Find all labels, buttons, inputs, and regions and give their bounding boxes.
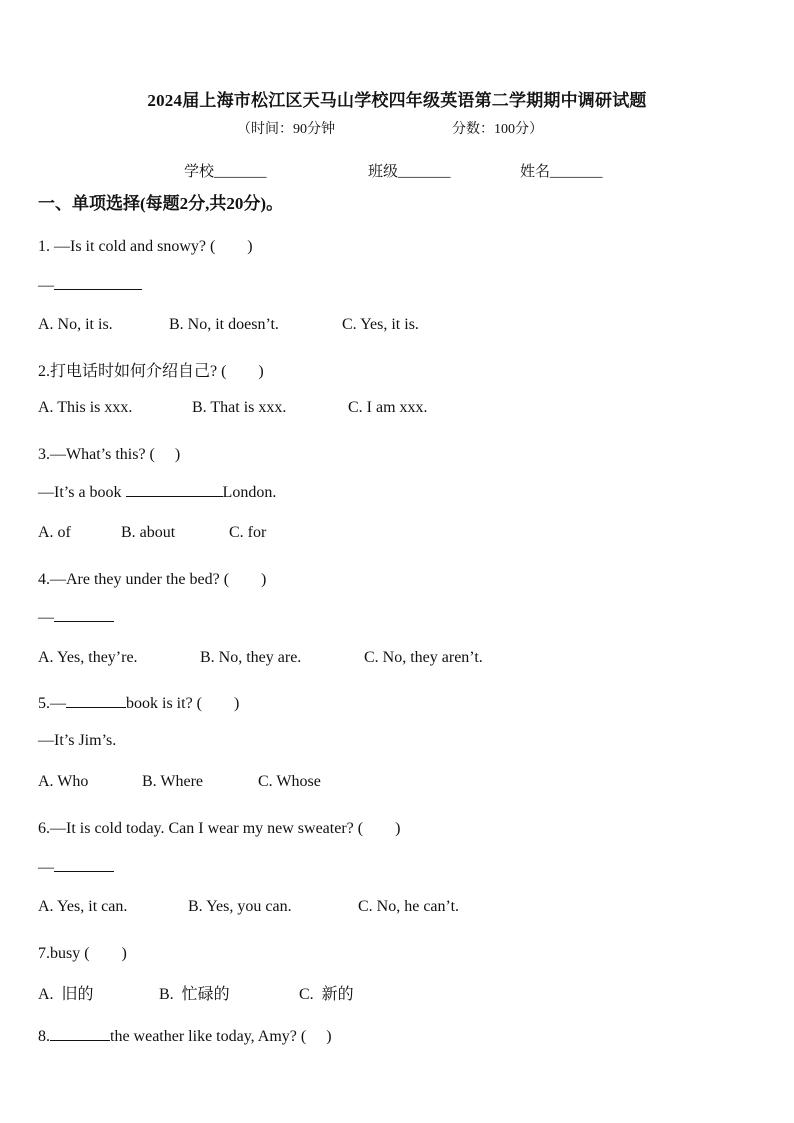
prompt-text: 8. (38, 1028, 50, 1045)
question-7-options (38, 981, 354, 1004)
name-field: 姓名_______ (520, 164, 603, 180)
question-8-prompt (38, 1023, 332, 1046)
answer-text: —It’s a book (38, 484, 126, 501)
question-4-options (38, 649, 483, 667)
question-1-options (38, 316, 419, 334)
question-5-prompt (38, 690, 239, 713)
question-4-answer-line (38, 607, 114, 627)
option-a: A. Yes, they’re. (38, 649, 138, 666)
exam-score: 分数：100分） (452, 122, 543, 137)
answer-blank (126, 482, 223, 497)
exam-title: 2024届上海市松江区天马山学校四年级英语第二学期期中调研试题 (147, 91, 647, 110)
option-a: A. 旧的 (38, 986, 94, 1003)
answer-blank (66, 693, 126, 708)
answer-dash: — (38, 277, 54, 294)
school-field: 学校_______ (184, 164, 267, 180)
question-3-prompt: 3.—What’s this? ( ) (38, 446, 181, 463)
prompt-text: the weather like today, Amy? ( ) (110, 1028, 332, 1045)
question-6-options (38, 898, 459, 916)
question-2-prompt: 2.打电话时如何介绍自己? ( ) (38, 363, 264, 380)
question-1-answer-line (38, 275, 142, 295)
option-b: B. Yes, you can. (188, 898, 292, 915)
question-2-options (38, 399, 428, 417)
question-7-prompt: 7.busy ( ) (38, 945, 127, 962)
question-4-prompt: 4.—Are they under the bed? ( ) (38, 571, 267, 588)
question-3-options (38, 524, 266, 542)
answer-blank (54, 275, 142, 290)
option-b: B. That is xxx. (192, 399, 287, 416)
option-c: C. No, they aren’t. (364, 649, 483, 666)
answer-blank (54, 857, 114, 872)
option-a: A. of (38, 524, 71, 541)
option-c: C. Yes, it is. (342, 316, 419, 333)
option-b: B. No, it doesn’t. (169, 316, 279, 333)
option-c: C. I am xxx. (348, 399, 428, 416)
option-b: B. about (121, 524, 176, 541)
exam-time: （时间：90分钟 (237, 122, 335, 137)
answer-blank (54, 607, 114, 622)
question-1-prompt: 1. —Is it cold and snowy? ( ) (38, 238, 253, 255)
option-c: C. Whose (258, 773, 321, 790)
option-b: B. No, they are. (200, 649, 302, 666)
option-a: A. This is xxx. (38, 399, 133, 416)
question-3-answer-line (38, 482, 276, 502)
question-6-answer-line (38, 857, 114, 877)
question-6-prompt: 6.—It is cold today. Can I wear my new sweater? ( ) (38, 820, 401, 837)
option-c: C. 新的 (299, 986, 354, 1003)
class-field: 班级_______ (368, 164, 451, 180)
question-5-options (38, 773, 321, 791)
option-c: C. for (229, 524, 267, 541)
prompt-text: 5.— (38, 695, 66, 712)
answer-text: London. (222, 484, 277, 501)
option-c: C. No, he can’t. (358, 898, 460, 915)
option-a: A. Who (38, 773, 89, 790)
option-a: A. Yes, it can. (38, 898, 128, 915)
answer-dash: — (38, 609, 54, 626)
prompt-text: book is it? ( ) (126, 695, 240, 712)
option-a: A. No, it is. (38, 316, 113, 333)
option-b: B. 忙碌的 (159, 986, 230, 1003)
section-heading: 一、单项选择(每题2分,共20分)。 (38, 194, 284, 213)
answer-dash: — (38, 859, 54, 876)
option-b: B. Where (142, 773, 204, 790)
question-5-answer-line: —It’s Jim’s. (38, 732, 117, 749)
answer-blank (50, 1026, 110, 1041)
